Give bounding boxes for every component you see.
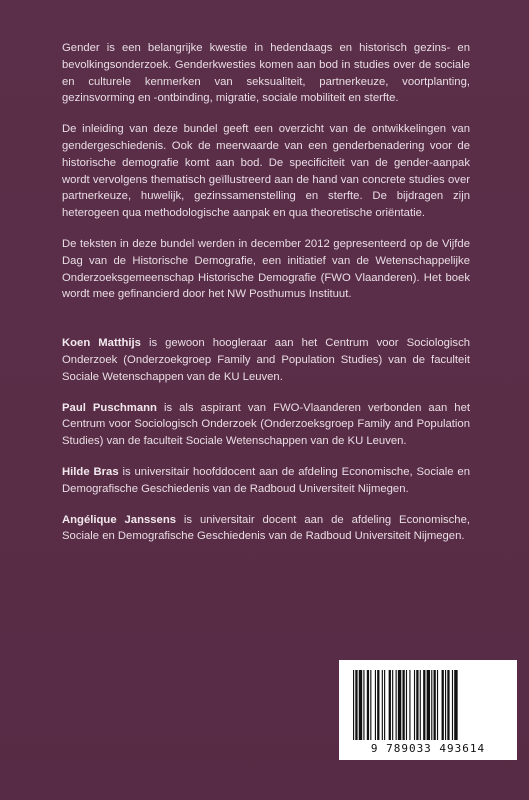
author-name: Hilde Bras [62, 465, 119, 478]
barcode-bar [370, 670, 371, 740]
barcode-bar [377, 670, 379, 740]
author-description: is als aspirant van FWO-Vlaanderen verbonden aan het Centrum voor Sociologisch Onderzoek (Onderzoeksgroep Family and Population Studies) van de faculteit Sociale Wetenschappen van de KU Leuven. [62, 401, 470, 448]
barcode-bar [382, 670, 383, 740]
author-name: Paul Puschmann [62, 401, 157, 414]
barcode-bar [359, 670, 362, 740]
barcode-bar [353, 670, 354, 740]
author-description: is universitair hoofddocent aan de afdeling Economische, Sociale en Demografische Geschiedenis van de Radboud Universiteit Nijmegen. [62, 465, 470, 495]
barcode-bar [423, 670, 425, 740]
intro-paragraph-1: Gender is een belangrijke kwestie in hedendaags en historisch gezins- en bevolkingsonderzoek. Genderkwesties komen aan bod in studies over de sociale en culturele kenmerken van seksualiteit, partnerkeuze, voortplanting, gezinsvorming en -ontbinding, migratie, sociale mobiliteit en sterfte. [62, 42, 470, 105]
barcode-bar [420, 670, 421, 740]
barcode-bar [375, 670, 376, 740]
author-bio [62, 512, 470, 546]
barcode-bar [392, 670, 393, 740]
barcode-bar [452, 670, 453, 740]
barcode [339, 660, 517, 760]
author-bio [62, 335, 470, 385]
author-bio [62, 464, 470, 498]
barcode-bar [447, 670, 449, 740]
barcode-bar [389, 670, 391, 740]
barcode-bar [409, 670, 410, 740]
barcode-bar [437, 670, 438, 740]
barcode-bar [442, 670, 444, 740]
barcode-bar [398, 670, 401, 740]
barcode-bar [416, 670, 418, 740]
barcode-bar [363, 670, 364, 740]
author-description: is universitair docent aan de afdeling Economische, Sociale en Demografische Geschiedenis van de Radboud Universiteit Nijmegen. [62, 513, 470, 543]
barcode-bar [445, 670, 446, 740]
barcode-bar [384, 670, 385, 740]
barcode-bar [414, 670, 415, 740]
intro-paragraph-3: De teksten in deze bundel werden in december 2012 gepresenteerd op de Vijfde Dag van de Historische Demografie, een initiatief van de Wetenschappelijke Onderzoeksgemeenschap Historische Demografie (FWO Vlaanderen). Het boek wordt mee gefinancierd door het NW Posthumus Instituut. [62, 237, 470, 301]
author-name: Angélique Janssens [62, 513, 177, 526]
barcode-bars [351, 670, 505, 740]
author-bios [62, 335, 470, 545]
barcode-bar [434, 670, 436, 740]
barcode-bar [367, 670, 369, 740]
barcode-bar [402, 670, 404, 740]
barcode-bar [454, 670, 457, 740]
intro-paragraph-2: De inleiding van deze bundel geeft een overzicht van de ontwikkelingen van gendergeschiedenis. Ook de meerwaarde van een genderbenadering voor de historische demografie komt aan bod. De specificiteit van de gender-aanpak wordt vervolgens thematisch geïllustreerd aan de hand van concrete studies over partnerkeuze, huwelijk, gezinssamenstelling en sterfte. De bijdragen zijn heterogeen qua methodologische aanpak en qua theoretische oriëntatie. [62, 123, 470, 220]
isbn-number: 9 789033 493614 [370, 742, 486, 755]
barcode-bar [431, 670, 432, 740]
author-description: is gewoon hoogleraar aan het Centrum voor Sociologisch Onderzoek (Onderzoekgroep Family and Population Studies) van de faculteit Sociale Wetenschappen van de KU Leuven. [62, 337, 471, 383]
cover-text [62, 40, 470, 559]
barcode-bar [427, 670, 430, 740]
barcode-bar [406, 670, 407, 740]
author-bio [62, 400, 470, 450]
barcode-bar [396, 670, 397, 740]
barcode-bar [355, 670, 357, 740]
author-name: Koen Matthijs [62, 337, 141, 350]
